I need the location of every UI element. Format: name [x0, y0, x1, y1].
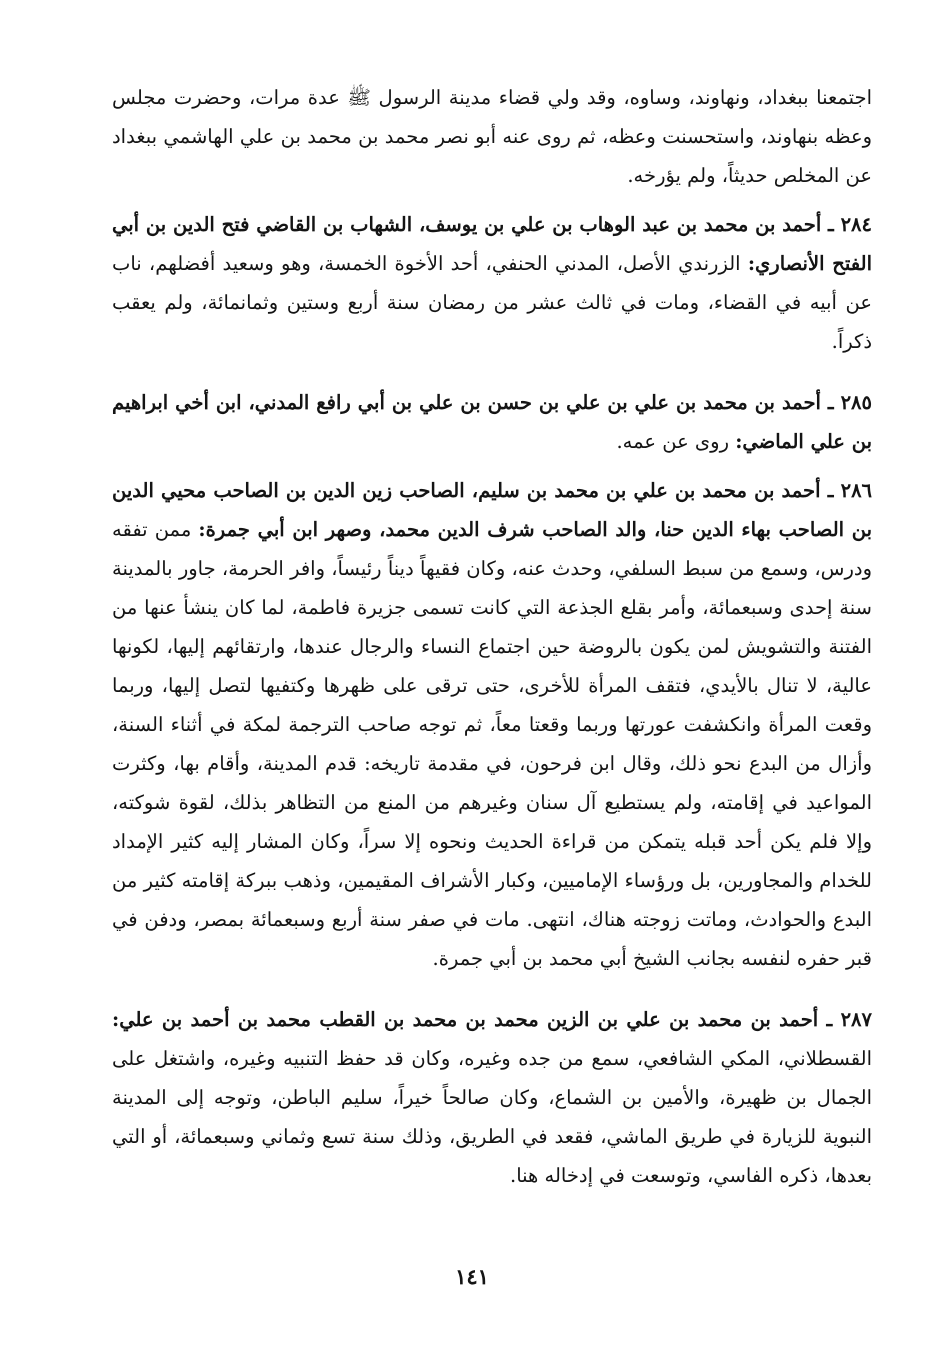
- entry-separator: ـ: [821, 213, 841, 236]
- page-number: ١٤١: [455, 1264, 489, 1289]
- entry-heading: أحمد بن محمد بن علي بن الزين محمد بن محمد بن القطب محمد بن أحمد بن علي:: [112, 1008, 819, 1031]
- entry-separator: ـ: [818, 1008, 841, 1031]
- entry-heading: أحمد بن محمد بن علي بن محمد بن سليم، الصاحب زين الدين بن الصاحب محيي الدين بن الصاحب بهاء الدين حنا، والد الصاحب شرف الدين محمد، وصهر ابن أبي جمرة:: [112, 479, 873, 541]
- entry-number: ٢٨٦: [840, 479, 873, 502]
- entry-287: [112, 1000, 872, 1195]
- entry-text: روى عن عمه.: [616, 430, 730, 453]
- entry-text: الزرندي الأصل، المدني الحنفي، أحد الأخوة الخمسة، وهو وسعيد أفضلهم، ناب عن أبيه في القضاء، ومات في ثالث عشر من رمضان سنة أربع وستين وثمانمائة، ولم يعقب ذكراً.: [112, 252, 872, 353]
- entry-285: [112, 383, 872, 461]
- entry-text: القسطلاني، المكي الشافعي، سمع من جده وغيره، وكان قد حفظ التنبيه وغيره، واشتغل على الجمال بن ظهيرة، والأمين بن الشماع، وكان صالحاً خيراً، سليم الباطن، وتوجه إلى المدينة النبوية للزيارة في طريق الماشي، فقعد في الطريق، وذلك سنة تسع وثماني وسبعمائة، أو التي بعدها، ذكره الفاسي، وتوسعت في إدخاله هنا.: [112, 1047, 872, 1187]
- entry-heading: أحمد بن محمد بن علي بن علي بن حسن بن علي بن أبي رافع المدني، ابن أخي ابراهيم بن علي الماضي:: [112, 391, 872, 453]
- entry-number: ٢٨٤: [840, 213, 872, 236]
- entry-separator: ـ: [820, 479, 841, 502]
- intro-paragraph: اجتمعنا ببغداد، ونهاوند، وساوه، وقد ولي قضاء مدينة الرسول ﷺ عدة مرات، وحضرت مجلس وعظه بنهاوند، واستحسنت وعظه، ثم روى عنه أبو نصر محمد بن محمد بن علي الهاشمي ببغداد عن المخلص حديثاً، ولم يؤرخه.: [112, 86, 872, 187]
- entry-separator: ـ: [820, 391, 841, 414]
- page-body: [112, 78, 872, 1203]
- entry-284: [112, 205, 872, 361]
- entry-heading: أحمد بن محمد بن عبد الوهاب بن علي بن يوسف، الشهاب بن القاضي فتح الدين بن أبي الفتح الأنصاري:: [112, 213, 873, 275]
- entry-number: ٢٨٥: [840, 391, 872, 414]
- entry-text: ممن تفقه ودرس، وسمع من سبط السلفي، وحدث عنه، وكان فقيهاً ديناً رئيساً، وافر الحرمة، جاور بالمدينة سنة إحدى وسبعمائة، وأمر بقلع الجذعة التي كانت تسمى جزيرة فاطمة، لما كان ينشأ عنها من الفتنة والتشويش لمن يكون بالروضة حين اجتماع النساء والرجال عندها، وارتقائهم إليها، لكونها عالية، لا تنال بالأيدي، فتقف المرأة للأخرى، حتى ترقى على ظهرها وكتفيها لتصل إليها، وربما وقعت المرأة وانكشفت عورتها وربما وقعتا معاً، ثم توجه صاحب الترجمة لمكة في أثناء السنة، وأزال من البدع نحو ذلك، وقال ابن فرحون، في مقدمة تاريخه: قدم المدينة، وأقام بها، وكثرت المواعيد في إقامته، ولم يستطيع آل سنان وغيرهم من المنع من التظاهر بذلك، لقوة شوكته، وإلا فلم يكن أحد قبله يتمكن من قراءة الحديث ونحوه إلا سراً، وكان المشار إليه كثير الإمداد للخدام والمجاورين، بل ورؤساء الإماميين، وكبار الأشراف المقيمين، وذهب ببركة إقامته كثير من البدع والحوادث، وماتت زوجته هناك، انتهى. مات في صفر سنة أربع وسبعمائة بمصر، ودفن في قبر حفره لنفسه بجانب الشيخ أبي محمد بن أبي جمرة.: [112, 518, 872, 970]
- entry-number: ٢٨٧: [840, 1008, 872, 1031]
- entry-286: [112, 471, 872, 978]
